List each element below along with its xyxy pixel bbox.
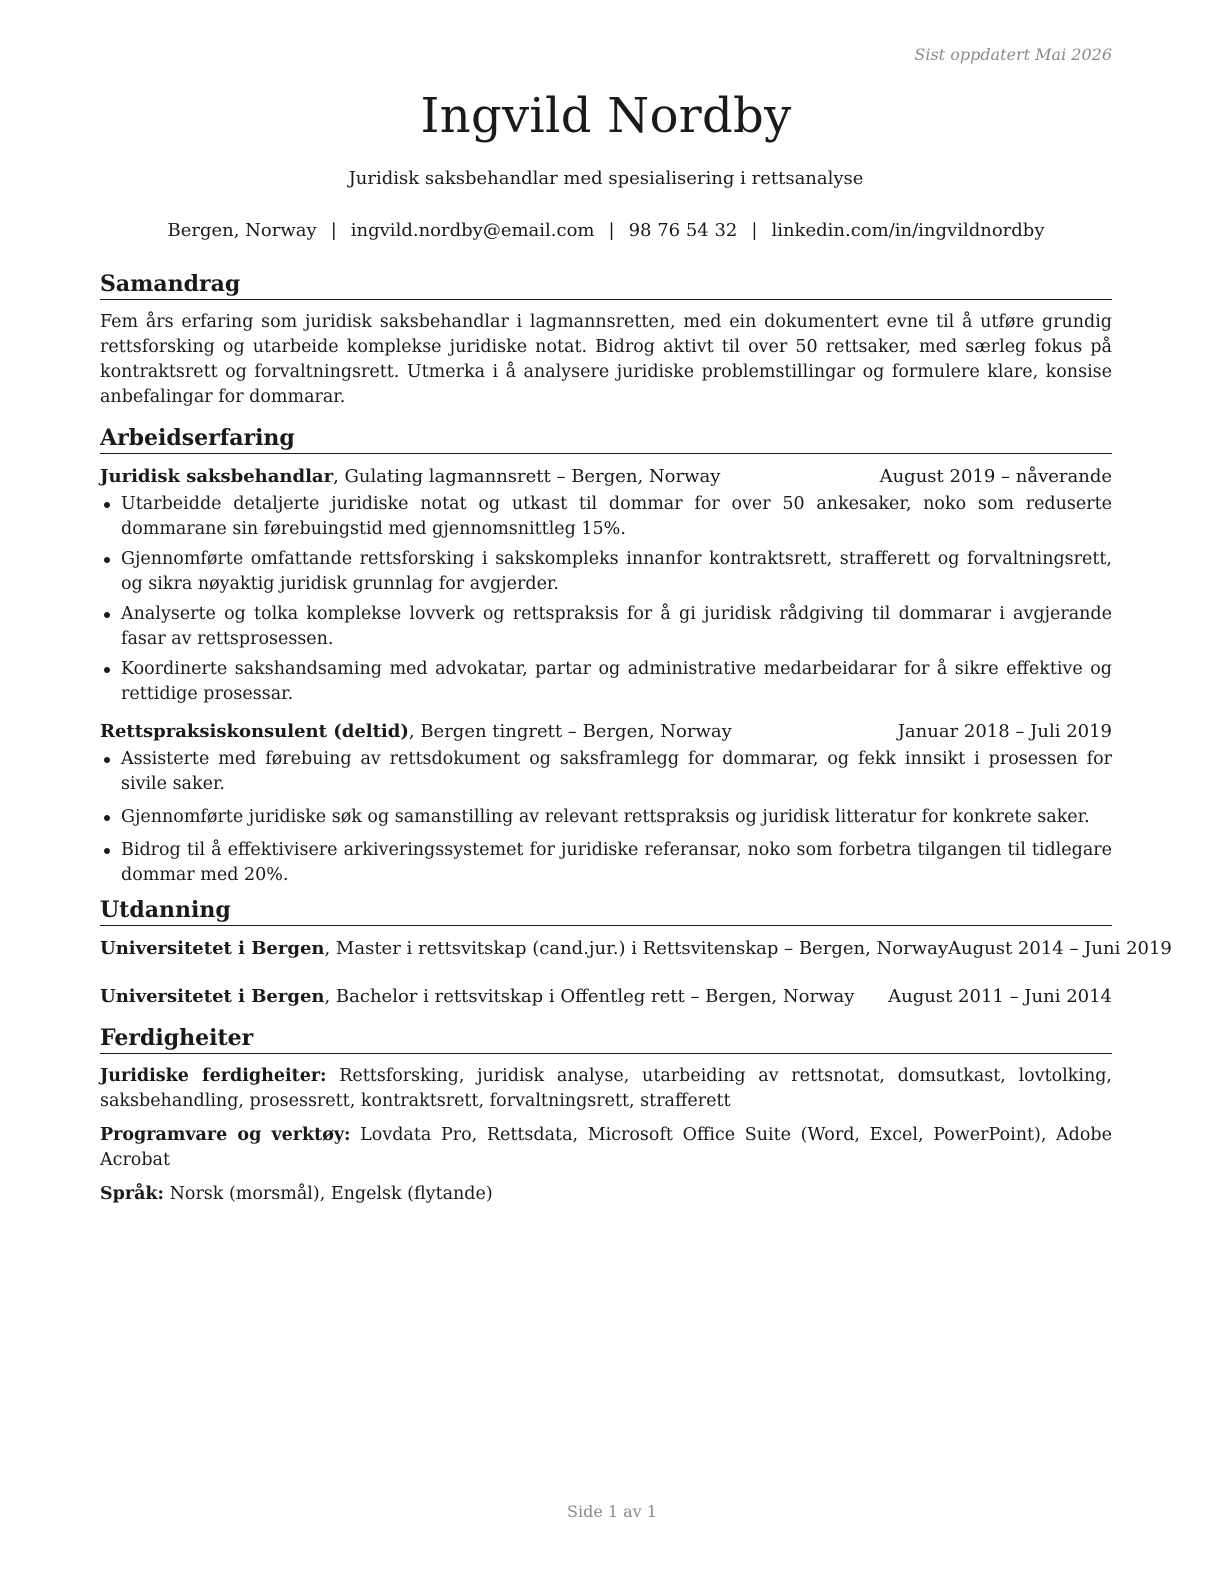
contact-linkedin[interactable]: linkedin.com/in/ingvildnordby	[771, 220, 1045, 241]
education-title-line	[100, 984, 854, 1010]
contact-separator: |	[608, 220, 615, 241]
experience-section	[100, 424, 1112, 888]
skill-label: Språk:	[100, 1184, 165, 1204]
candidate-name: Ingvild Nordby	[420, 88, 792, 144]
bullet-icon	[104, 667, 110, 673]
bullet-icon	[104, 757, 110, 763]
bullet-text: Assisterte med førebuing av rettsdokument og saksframlegg for dommarar, og fekk innsikt i prosessen for sivile saker.	[121, 749, 1112, 794]
bullet-text: Bidrog til å effektivisere arkiveringssystemet for juridiske referansar, noko som forbetra tilgangen til tidlegare dommar med 20%.	[121, 840, 1112, 885]
skill-value: Lovdata Pro, Rettsdata, Microsoft Office Suite (Word, Excel, PowerPoint), Adobe Acrobat	[100, 1125, 1112, 1170]
job-place: , Gulating lagmannsrett – Bergen, Norway	[333, 466, 721, 487]
contact-phone[interactable]: 98 76 54 32	[628, 220, 738, 241]
section-title-summary: Samandrag	[100, 270, 1112, 300]
job-title-line	[100, 719, 732, 745]
skill-line	[100, 1123, 1112, 1173]
job-header	[100, 719, 1112, 745]
page-number: Side 1 av 1	[567, 1502, 657, 1521]
education-entry	[100, 984, 1112, 1010]
bullet-text: Koordinerte sakshandsaming med advokatar, partar og administrative medarbeidarar for å sikre effektive og rettidige prosessar.	[121, 659, 1112, 704]
section-title-skills: Ferdigheiter	[100, 1024, 1112, 1054]
job-role: Rettspraksiskonsulent (deltid)	[100, 721, 409, 742]
list-item	[100, 492, 1112, 542]
summary-section	[100, 270, 1112, 410]
bullet-text: Gjennomførte juridiske søk og samanstilling av relevant rettspraksis og juridisk litteratur for konkrete saker.	[121, 807, 1090, 827]
contact-line	[100, 220, 1112, 241]
contact-separator: |	[330, 220, 337, 241]
skill-value: Norsk (morsmål), Engelsk (flytande)	[164, 1184, 493, 1204]
education-title-line	[100, 936, 948, 962]
list-item	[100, 547, 1112, 597]
skill-line	[100, 1182, 1112, 1207]
bullet-text: Utarbeidde detaljerte juridiske notat og utkast til dommar for over 50 ankesaker, noko som reduserte dommarane sin førebuingstid med gjennomsnittleg 15%.	[121, 494, 1112, 539]
candidate-tagline: Juridisk saksbehandlar med spesialisering i rettsanalyse	[348, 168, 864, 189]
job-entry	[100, 719, 1112, 888]
list-item	[100, 838, 1112, 888]
bullet-text: Gjennomførte omfattande rettsforsking i sakskompleks innanfor kontraktsrett, strafferett og forvaltningsrett, og sikra nøyaktig juridisk grunnlag for avgjerder.	[121, 549, 1112, 594]
education-dates: August 2014 – Juni 2019	[948, 938, 1172, 959]
skill-label: Programvare og verktøy:	[100, 1125, 351, 1145]
job-dates: Januar 2018 – Juli 2019	[897, 721, 1112, 742]
section-title-experience: Arbeidserfaring	[100, 424, 1112, 454]
list-item	[100, 805, 1112, 830]
section-title-education: Utdanning	[100, 896, 1112, 926]
job-entry	[100, 464, 1112, 707]
summary-text: Fem års erfaring som juridisk saksbehandlar i lagmannsretten, med ein dokumentert evne til å utføre grundig rettsforsking og utarbeide komplekse juridiske notat. Bidrog aktivt til over 50 rettsaker, med særleg fokus på kontraktsrett og forvaltningsrett. Utmerka i å analysere juridiske problemstillingar og formulere klare, konsise anbefalingar for dommarar.	[100, 312, 1112, 407]
skill-line	[100, 1064, 1112, 1114]
job-bullets	[100, 492, 1112, 707]
bullet-icon	[104, 815, 110, 821]
education-school: Universitetet i Bergen	[100, 938, 325, 959]
bullet-icon	[104, 848, 110, 854]
contact-separator: |	[751, 220, 758, 241]
education-entry	[100, 936, 1172, 962]
contact-email[interactable]: ingvild.nordby@email.com	[350, 220, 595, 241]
list-item	[100, 657, 1112, 707]
skills-section	[100, 1024, 1112, 1207]
education-detail: , Bachelor i rettsvitskap i Offentleg rett – Bergen, Norway	[324, 986, 855, 1007]
job-header	[100, 464, 1112, 490]
resume-content	[100, 270, 1172, 1216]
job-bullets	[100, 747, 1112, 888]
job-place: , Bergen tingrett – Bergen, Norway	[408, 721, 732, 742]
education-dates: August 2011 – Juni 2014	[888, 986, 1112, 1007]
last-updated-note: Sist oppdatert Mai 2026	[914, 45, 1112, 64]
education-school: Universitetet i Bergen	[100, 986, 325, 1007]
bullet-icon	[104, 502, 110, 508]
bullet-icon	[104, 612, 110, 618]
job-dates: August 2019 – nåverande	[879, 466, 1112, 487]
skill-value: Rettsforsking, juridisk analyse, utarbeiding av rettsnotat, domsutkast, lovtolking, saksbehandling, prosessrett, kontraktsrett, forvaltningsrett, strafferett	[100, 1066, 1112, 1111]
skill-label: Juridiske ferdigheiter:	[100, 1066, 327, 1086]
job-role: Juridisk saksbehandlar	[100, 466, 334, 487]
education-detail: , Master i rettsvitskap (cand.jur.) i Rettsvitenskap – Bergen, Norway	[324, 938, 949, 959]
list-item	[100, 602, 1112, 652]
contact-location: Bergen, Norway	[167, 220, 317, 241]
list-item	[100, 747, 1112, 797]
bullet-text: Analyserte og tolka komplekse lovverk og rettspraksis for å gi juridisk rådgiving til dommarar i avgjerande fasar av rettsprosessen.	[121, 604, 1112, 649]
education-section	[100, 896, 1172, 1010]
job-title-line	[100, 464, 720, 490]
bullet-icon	[104, 557, 110, 563]
